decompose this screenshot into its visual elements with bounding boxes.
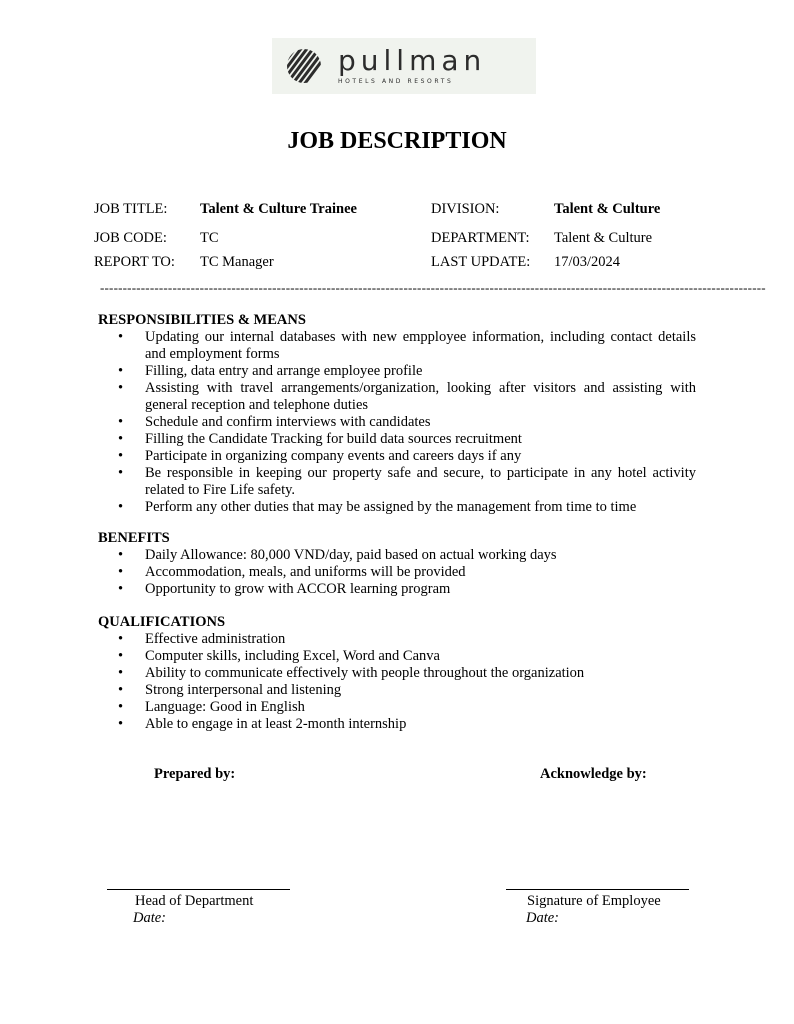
- list-item: • Computer skills, including Excel, Word and Canva: [118, 648, 440, 664]
- job-code-label: JOB CODE:: [94, 230, 167, 246]
- bullet-icon: •: [118, 699, 124, 715]
- prepared-by-label: Prepared by:: [154, 766, 236, 782]
- list-item: • Perform any other duties that may be assigned by the management from time to time: [118, 499, 637, 515]
- qualifications-heading: QUALIFICATIONS: [98, 614, 226, 630]
- list-item: • Schedule and confirm interviews with candidates: [118, 414, 431, 430]
- pullman-stripes-icon: [272, 38, 332, 94]
- bullet-icon: •: [118, 682, 124, 698]
- bullet-icon: •: [118, 499, 124, 515]
- separator-line: ---------------------------------------------------------------------------------------------------------------------------------------------------: [100, 280, 766, 295]
- list-item: • Able to engage in at least 2-month internship: [118, 716, 407, 732]
- acknowledge-by-label: Acknowledge by:: [540, 766, 647, 782]
- list-item: • Updating our internal databases with new empployee information, including contact details and employment forms: [118, 329, 696, 362]
- last-update-label: LAST UPDATE:: [431, 254, 531, 270]
- bullet-icon: •: [118, 581, 124, 597]
- list-item: • Ability to communicate effectively with people throughout the organization: [118, 665, 585, 681]
- qualifications-list: [98, 631, 696, 733]
- bullet-icon: •: [118, 414, 124, 430]
- left-date-label: Date:: [133, 910, 167, 926]
- list-item: • Language: Good in English: [118, 699, 305, 715]
- document-title: JOB DESCRIPTION: [287, 128, 507, 154]
- list-item: • Effective administration: [118, 631, 286, 647]
- bullet-icon: •: [118, 716, 124, 732]
- bullet-icon: •: [118, 448, 124, 464]
- benefits-section: [98, 530, 696, 598]
- benefits-list: [98, 547, 696, 598]
- list-item: • Opportunity to grow with ACCOR learning program: [118, 581, 451, 597]
- right-date-label: Date:: [526, 910, 560, 926]
- right-signature-line: [506, 889, 689, 890]
- department-value: Talent & Culture: [554, 230, 653, 246]
- division-label: DIVISION:: [431, 201, 500, 217]
- job-code-value: TC: [200, 230, 219, 246]
- bullet-icon: •: [118, 380, 124, 396]
- bullet-icon: •: [118, 329, 124, 345]
- job-title-label: JOB TITLE:: [94, 201, 168, 217]
- list-item: • Strong interpersonal and listening: [118, 682, 342, 698]
- bullet-icon: •: [118, 665, 124, 681]
- list-item: • Participate in organizing company events and careers days if any: [118, 448, 522, 464]
- list-item: • Be responsible in keeping our property safe and secure, to participate in any hotel activity related to Fire Life safety.: [118, 465, 696, 498]
- list-item: • Accommodation, meals, and uniforms will be provided: [118, 564, 466, 580]
- list-item: • Filling the Candidate Tracking for build data sources recruitment: [118, 431, 522, 447]
- head-of-department-label: Head of Department: [135, 893, 254, 909]
- division-value: Talent & Culture: [554, 201, 661, 217]
- list-item: • Assisting with travel arrangements/organization, looking after visitors and assisting with general reception and telephone duties: [118, 380, 696, 413]
- department-label: DEPARTMENT:: [431, 230, 530, 246]
- list-item: • Filling, data entry and arrange employee profile: [118, 363, 423, 379]
- left-signature-line: [107, 889, 290, 890]
- signature-of-employee-label: Signature of Employee: [527, 893, 661, 909]
- responsibilities-list: [98, 329, 696, 516]
- benefits-heading: BENEFITS: [98, 530, 170, 546]
- responsibilities-section: [98, 312, 696, 516]
- bullet-icon: •: [118, 465, 124, 481]
- responsibilities-heading: RESPONSIBILITIES & MEANS: [98, 312, 306, 328]
- job-title-value: Talent & Culture Trainee: [200, 201, 357, 217]
- qualifications-section: [98, 614, 696, 733]
- bullet-icon: •: [118, 431, 124, 447]
- list-item: • Daily Allowance: 80,000 VND/day, paid based on actual working days: [118, 547, 557, 563]
- report-to-value: TC Manager: [200, 254, 274, 270]
- bullet-icon: •: [118, 547, 124, 563]
- bullet-icon: •: [118, 564, 124, 580]
- last-update-value: 17/03/2024: [554, 254, 621, 270]
- report-to-label: REPORT TO:: [94, 254, 175, 270]
- pullman-logo: [272, 38, 536, 94]
- bullet-icon: •: [118, 631, 124, 647]
- bullet-icon: •: [118, 648, 124, 664]
- logo-tagline: HOTELS AND RESORTS: [338, 78, 454, 85]
- logo-wordmark: pullman: [338, 44, 487, 77]
- bullet-icon: •: [118, 363, 124, 379]
